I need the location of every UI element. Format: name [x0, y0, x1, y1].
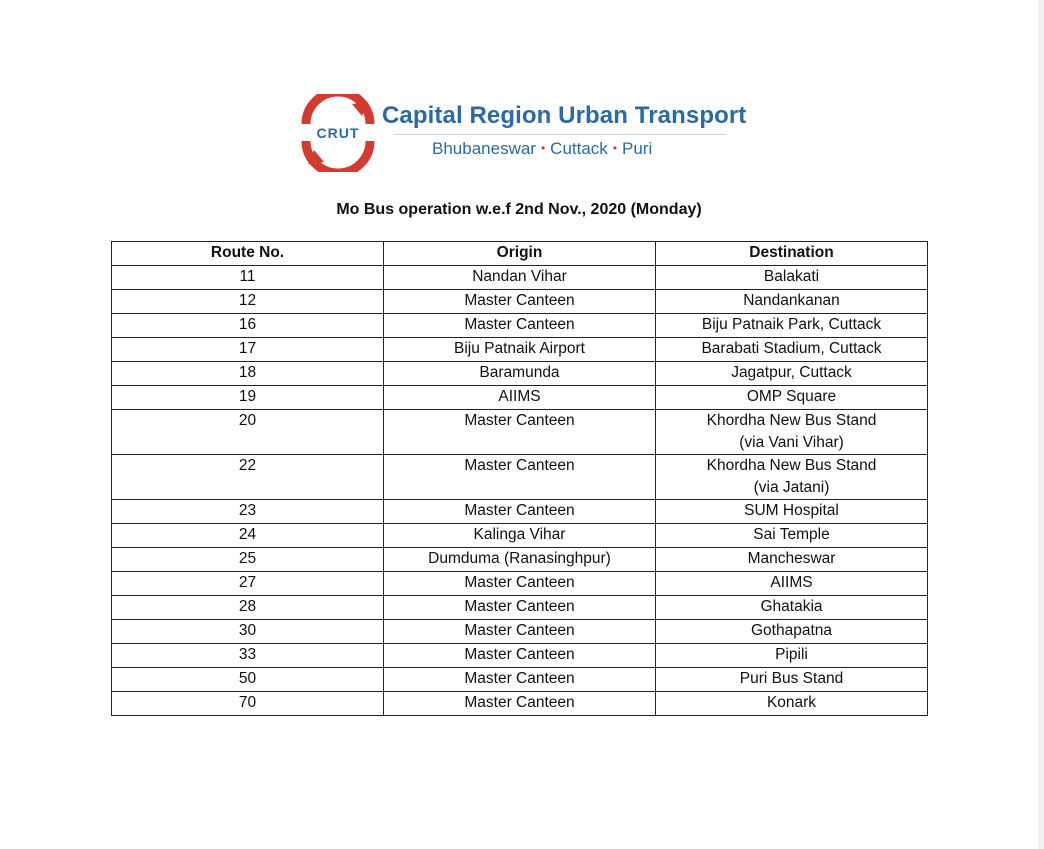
route-number-cell: 16 — [112, 314, 384, 338]
destination-line: Mancheswar — [747, 550, 836, 567]
destination-line: Nandankanan — [743, 292, 840, 309]
route-number-cell: 25 — [112, 548, 384, 572]
page-edge — [1038, 0, 1044, 849]
document-title: Mo Bus operation w.e.f 2nd Nov., 2020 (Monday) — [336, 201, 702, 218]
destination-cell — [656, 314, 928, 338]
route-table — [111, 241, 928, 716]
header-route-no: Route No. — [112, 242, 384, 266]
logo-city-2: Cuttack — [550, 139, 608, 158]
route-table-body — [112, 266, 928, 716]
logo-title: Capital Region Urban Transport — [382, 102, 747, 129]
destination-line: Puri Bus Stand — [739, 670, 844, 687]
destination-line: Ghatakia — [760, 598, 823, 615]
destination-cell — [656, 596, 928, 620]
crut-logo — [300, 94, 747, 172]
origin-cell: Master Canteen — [384, 314, 656, 338]
logo-city-3: Puri — [622, 139, 653, 158]
origin-cell: Master Canteen — [384, 596, 656, 620]
destination-cell — [656, 620, 928, 644]
destination-cell — [656, 692, 928, 716]
route-number-cell: 24 — [112, 524, 384, 548]
origin-cell: Baramunda — [384, 362, 656, 386]
destination-cell — [656, 524, 928, 548]
table-row — [112, 290, 928, 314]
table-row — [112, 524, 928, 548]
logo-divider — [394, 134, 726, 135]
route-number-cell: 28 — [112, 596, 384, 620]
route-number-cell: 50 — [112, 668, 384, 692]
origin-cell: Master Canteen — [384, 692, 656, 716]
destination-line: AIIMS — [770, 574, 813, 591]
destination-cell — [656, 362, 928, 386]
table-row — [112, 572, 928, 596]
header-origin: Origin — [384, 242, 656, 266]
origin-cell: Master Canteen — [384, 668, 656, 692]
table-row — [112, 644, 928, 668]
route-number-cell: 27 — [112, 572, 384, 596]
destination-line: (via Vani Vihar) — [739, 434, 844, 451]
destination-line: Khordha New Bus Stand — [706, 457, 877, 474]
table-row — [112, 362, 928, 386]
table-row — [112, 620, 928, 644]
route-number-cell: 30 — [112, 620, 384, 644]
logo-mark-text: CRUT — [316, 125, 360, 141]
header-destination: Destination — [656, 242, 928, 266]
table-row — [112, 266, 928, 290]
origin-cell: Master Canteen — [384, 455, 656, 500]
table-row — [112, 386, 928, 410]
route-number-cell: 70 — [112, 692, 384, 716]
destination-cell — [656, 548, 928, 572]
destination-line: Balakati — [763, 268, 820, 285]
origin-cell: Master Canteen — [384, 644, 656, 668]
origin-cell: Biju Patnaik Airport — [384, 338, 656, 362]
destination-line: (via Jatani) — [753, 479, 830, 496]
table-row — [112, 455, 928, 500]
table-row — [112, 668, 928, 692]
table-row — [112, 410, 928, 455]
destination-line: Biju Patnaik Park, Cuttack — [701, 316, 882, 333]
route-number-cell: 33 — [112, 644, 384, 668]
destination-cell — [656, 572, 928, 596]
destination-line: Khordha New Bus Stand — [706, 412, 877, 429]
destination-cell — [656, 290, 928, 314]
destination-line: Pipili — [775, 646, 808, 663]
origin-cell: Master Canteen — [384, 290, 656, 314]
route-number-cell: 17 — [112, 338, 384, 362]
route-number-cell: 19 — [112, 386, 384, 410]
destination-line: Barabati Stadium, Cuttack — [701, 340, 882, 357]
destination-cell — [656, 500, 928, 524]
destination-line: SUM Hospital — [744, 502, 839, 519]
origin-cell: AIIMS — [384, 386, 656, 410]
origin-cell: Master Canteen — [384, 620, 656, 644]
logo-separator-1: • — [540, 141, 546, 155]
destination-line: OMP Square — [746, 388, 837, 405]
origin-cell: Master Canteen — [384, 572, 656, 596]
table-row — [112, 338, 928, 362]
route-number-cell: 20 — [112, 410, 384, 455]
origin-cell: Master Canteen — [384, 500, 656, 524]
route-number-cell: 22 — [112, 455, 384, 500]
destination-line: Sai Temple — [753, 526, 830, 543]
destination-cell — [656, 266, 928, 290]
route-number-cell: 12 — [112, 290, 384, 314]
logo-city-1: Bhubaneswar — [432, 139, 536, 158]
destination-line: Gothapatna — [750, 622, 832, 639]
destination-line: Konark — [766, 694, 817, 711]
route-number-cell: 18 — [112, 362, 384, 386]
origin-cell: Master Canteen — [384, 410, 656, 455]
destination-cell — [656, 455, 928, 500]
crut-logo-mark-icon — [300, 94, 376, 172]
destination-cell — [656, 668, 928, 692]
table-row — [112, 500, 928, 524]
logo-separator-2: • — [612, 141, 618, 155]
table-header-row — [112, 242, 928, 266]
destination-cell — [656, 386, 928, 410]
destination-cell — [656, 338, 928, 362]
table-row — [112, 692, 928, 716]
table-row — [112, 596, 928, 620]
origin-cell: Kalinga Vihar — [384, 524, 656, 548]
logo-cities — [432, 139, 652, 159]
destination-cell — [656, 644, 928, 668]
route-number-cell: 23 — [112, 500, 384, 524]
origin-cell: Dumduma (Ranasinghpur) — [384, 548, 656, 572]
route-number-cell: 11 — [112, 266, 384, 290]
origin-cell: Nandan Vihar — [384, 266, 656, 290]
table-row — [112, 548, 928, 572]
destination-line: Jagatpur, Cuttack — [731, 364, 852, 381]
destination-cell — [656, 410, 928, 455]
table-row — [112, 314, 928, 338]
